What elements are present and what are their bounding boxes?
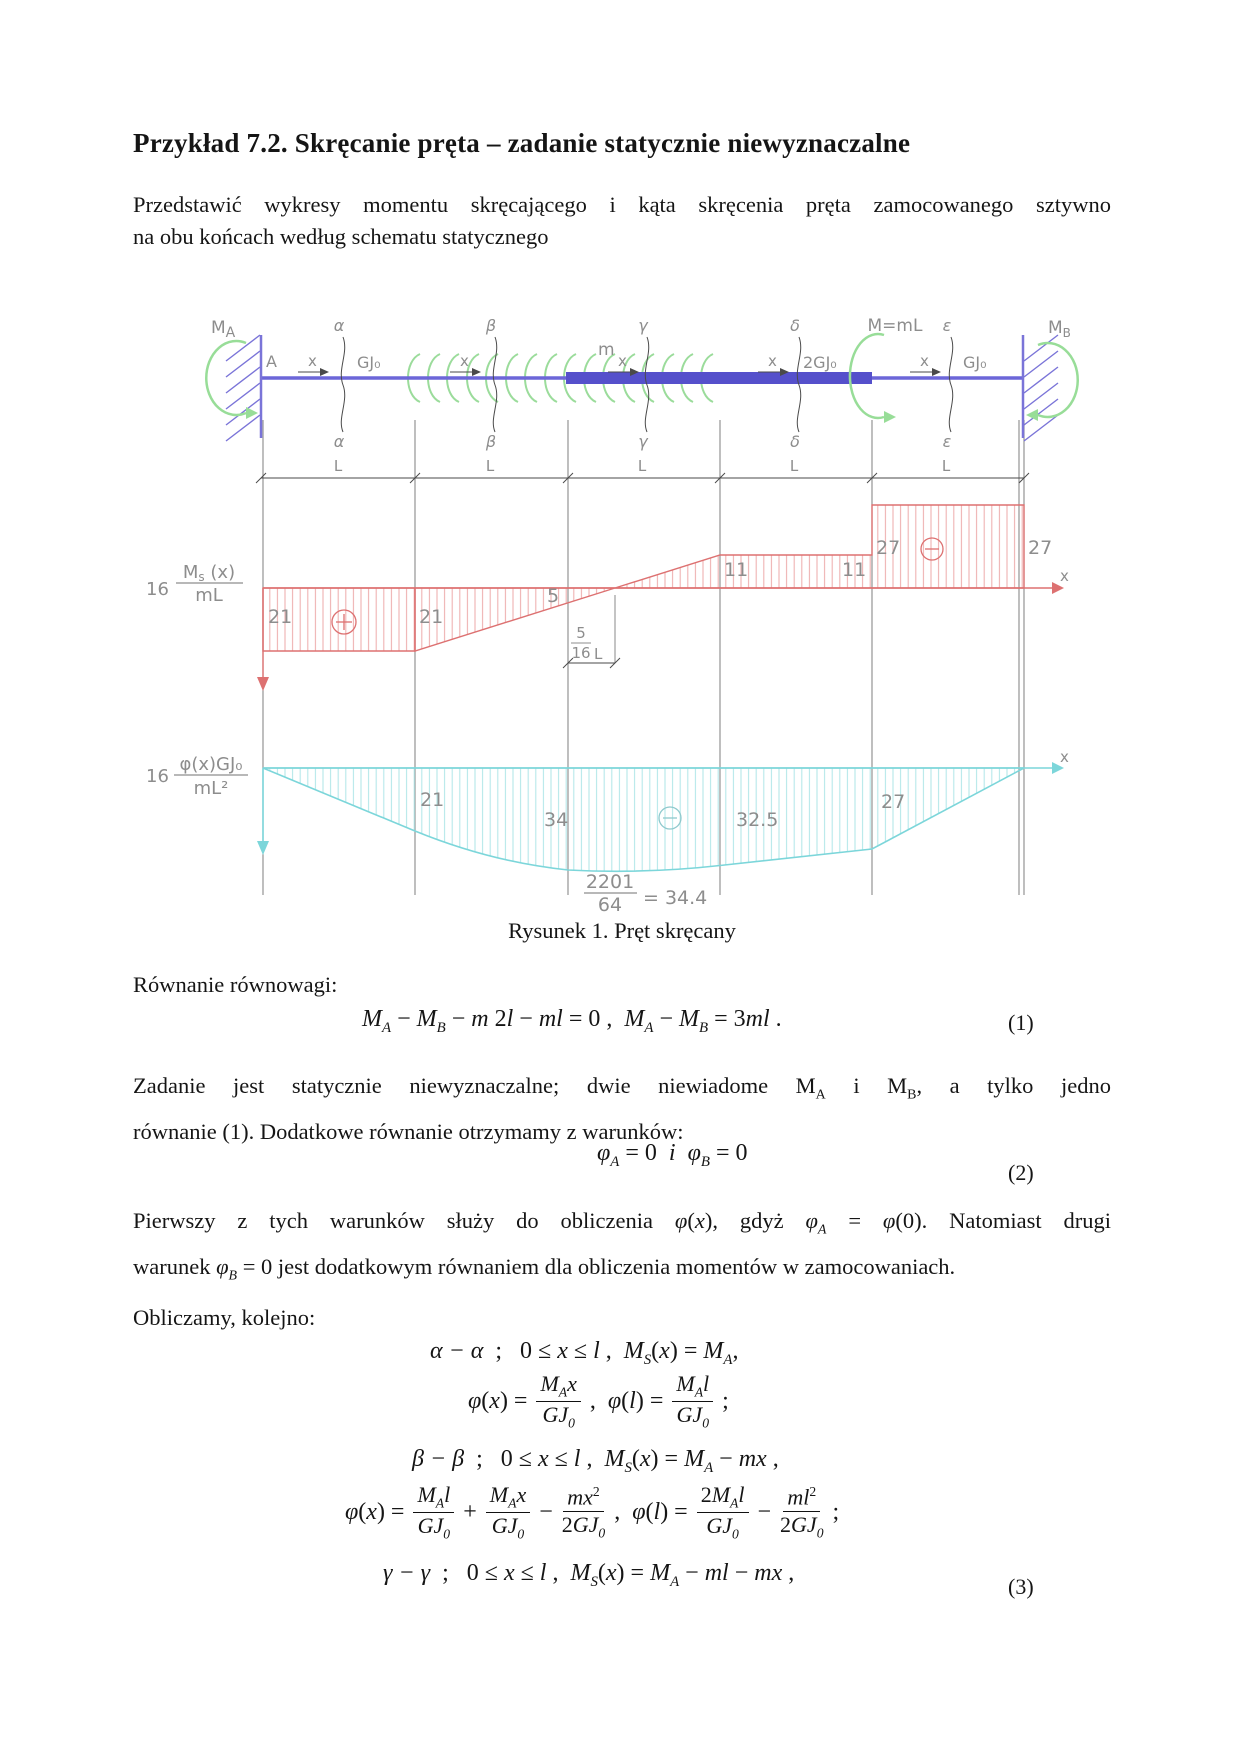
ms-x-axis-label: x — [1060, 567, 1069, 585]
label-ma: $M_A$ — [211, 318, 236, 341]
x-arrow-label: x — [618, 352, 627, 370]
phi-max-annotation — [584, 871, 707, 916]
svg-text:L: L — [594, 645, 603, 663]
eq-part: ; — [716, 1387, 729, 1414]
figure-rysunek-1 — [0, 265, 1240, 920]
fixed-support-right — [1023, 335, 1058, 441]
ms-value: 11 — [724, 559, 749, 581]
svg-text:64: 64 — [597, 894, 623, 916]
equation-3-number: (3) — [1008, 1574, 1034, 1599]
paragraph-conditions-line-1: Pierwszy z tych warunków służy do obliczenia φ(x), gdyż $\varphi_A = \varphi(0)$. Natomiast drugi — [133, 1208, 1111, 1238]
dim-label-l: L — [941, 457, 951, 475]
equation-3-gamma: γ − γ ; 0 ≤ x ≤ l , $M_S(x) = M_A$ − ml − mx , — [383, 1560, 795, 1590]
equation-2: $\varphi_A = 0$ i $\varphi_B = 0$ — [597, 1140, 748, 1170]
paragraph-static — [133, 1068, 1111, 1150]
x-arrow-label: x — [768, 352, 777, 370]
svg-text:2201: 2201 — [585, 871, 635, 893]
ms-value: 21 — [268, 606, 293, 628]
page-title: Przykład 7.2. Skręcanie pręta – zadanie statycznie niewyznaczalne — [133, 128, 911, 158]
eq-part: − — [751, 1498, 778, 1525]
svg-text:5: 5 — [576, 624, 586, 642]
label-mb: $M_B$ — [1048, 318, 1071, 340]
fraction: $\frac{M_Al}{GJ_0}$ — [413, 1483, 454, 1541]
intro-line-2: na obu końcach według schematu statycznego — [133, 224, 549, 249]
ms-value: 27 — [876, 537, 901, 559]
ms-value: 27 — [1028, 537, 1053, 559]
svg-text:16: 16 — [146, 579, 169, 600]
zero-crossing-dimension — [563, 595, 620, 668]
equation-3-alpha: α − α ; 0 ≤ x ≤ l , $M_S(x) = M_A$, — [430, 1338, 739, 1368]
ms-value: 5 — [547, 585, 560, 607]
fixed-support-left — [226, 335, 261, 441]
svg-text:mL: mL — [195, 585, 223, 606]
section-cut-lines — [341, 337, 952, 432]
fraction: $\frac{M_Ax}{GJ_0}$ — [536, 1372, 580, 1430]
phi-value: 27 — [881, 791, 906, 813]
moment-arrow-mb-icon — [1026, 343, 1078, 421]
ms-value: 11 — [842, 559, 867, 581]
schematic — [206, 316, 1077, 483]
ms-ordinate-arrow-icon — [257, 677, 269, 691]
eq-part: φ(x) = — [468, 1387, 534, 1414]
x-arrow-label: x — [460, 352, 469, 370]
paragraph-conditions-line-2: warunek $\varphi_B = 0$ jest dodatkowym równaniem dla obliczenia momentów w zamocowaniach. — [133, 1253, 956, 1283]
ms-axis-label — [146, 562, 243, 606]
svg-text:16: 16 — [571, 644, 591, 662]
fraction: $\frac{mx^2}{2GJ_0}$ — [561, 1483, 606, 1541]
dim-label-l: L — [789, 457, 799, 475]
equation-3-beta: β − β ; 0 ≤ x ≤ l , $M_S(x) = M_A$ − mx , — [412, 1446, 779, 1476]
phi-value: 34 — [544, 809, 569, 831]
dim-label-l: L — [333, 457, 343, 475]
section-label-epsilon-bottom: ε — [942, 432, 952, 451]
equilibrium-label: Równanie równowagi: — [133, 972, 338, 997]
section-label-beta-bottom: β — [485, 432, 497, 451]
fraction: $\frac{M_Al}{GJ_0}$ — [672, 1372, 713, 1430]
phi-value: 21 — [420, 789, 445, 811]
fraction: $\frac{M_Ax}{GJ_0}$ — [486, 1483, 530, 1541]
phi-value: 32.5 — [736, 809, 779, 831]
svg-text:Ms (x): Ms (x) — [182, 562, 236, 584]
intro-paragraph — [133, 192, 1111, 250]
label-point-a: A — [266, 352, 277, 371]
paragraph-static-line-1: Zadanie jest statycznie niewyznaczalne; dwie niewiadome $M_A$ i $M_B$, a tylko jedno — [133, 1073, 1111, 1103]
label-stiffness-3: GJ₀ — [963, 353, 987, 372]
eq-part: φ(x) = — [345, 1498, 411, 1525]
label-dist-moment-m: m — [598, 340, 615, 360]
section-label-alpha-top: α — [333, 316, 345, 335]
rod-thick-segment — [566, 372, 872, 384]
section-label-gamma-top: γ — [638, 316, 648, 335]
section-label-gamma-bottom: γ — [638, 432, 648, 451]
label-stiffness-1: GJ₀ — [357, 353, 381, 372]
section-label-delta-bottom: δ — [790, 432, 800, 451]
equation-3-alpha-phi — [468, 1368, 729, 1434]
eq-part: + — [457, 1498, 483, 1525]
svg-text:φ(x)GJ₀: φ(x)GJ₀ — [179, 754, 243, 775]
phi-axis-label — [146, 754, 248, 799]
section-label-epsilon-top: ε — [942, 316, 952, 335]
fraction: $\frac{2M_Al}{GJ_0}$ — [697, 1483, 749, 1541]
figure-caption: Rysunek 1. Pręt skręcany — [508, 918, 736, 943]
ms-value: 21 — [419, 606, 444, 628]
equation-2-number: (2) — [1008, 1160, 1034, 1185]
paragraph-conditions — [133, 1203, 1111, 1294]
paragraph-static-line-2: równanie (1). Dodatkowe równanie otrzymamy z warunków: — [133, 1118, 684, 1144]
equation-1-number: (1) — [1008, 1010, 1034, 1035]
fraction: $\frac{ml^2}{2GJ_0}$ — [780, 1483, 824, 1541]
equation-3-beta-phi — [345, 1476, 839, 1548]
moment-diagram — [146, 505, 1069, 691]
x-arrow-label: x — [920, 352, 929, 370]
eq-part: , φ(l) = — [583, 1387, 670, 1414]
phi-region — [263, 768, 1024, 871]
x-arrow-label: x — [308, 352, 317, 370]
label-conc-moment: M=mL — [867, 316, 923, 336]
label-stiffness-2: 2GJ₀ — [803, 353, 837, 372]
eq-part: , φ(l) = — [608, 1498, 694, 1525]
equation-1: $M_A - M_B - m$ 2l − ml = 0 , $M_A - M_B = 3ml$ . — [362, 1006, 782, 1036]
dim-label-l: L — [485, 457, 495, 475]
eq-part: ; — [826, 1498, 840, 1525]
phi-x-axis-label: x — [1060, 748, 1069, 766]
phi-ordinate-arrow-icon — [257, 841, 269, 855]
svg-text:16: 16 — [146, 766, 169, 787]
svg-text:= 34.4: = 34.4 — [643, 887, 708, 909]
eq-part: − — [533, 1498, 559, 1525]
dim-label-l: L — [637, 457, 647, 475]
calc-label: Obliczamy, kolejno: — [133, 1305, 316, 1330]
section-label-alpha-bottom: α — [333, 432, 345, 451]
ms-region-negative — [615, 505, 1024, 588]
svg-text:mL²: mL² — [193, 778, 229, 799]
section-label-beta-top: β — [485, 316, 497, 335]
twist-angle-diagram — [146, 748, 1069, 916]
section-label-delta-top: δ — [790, 316, 800, 335]
intro-line-1: Przedstawić wykresy momentu skręcającego i kąta skręcenia pręta zamocowanego sztywno — [133, 192, 1111, 217]
